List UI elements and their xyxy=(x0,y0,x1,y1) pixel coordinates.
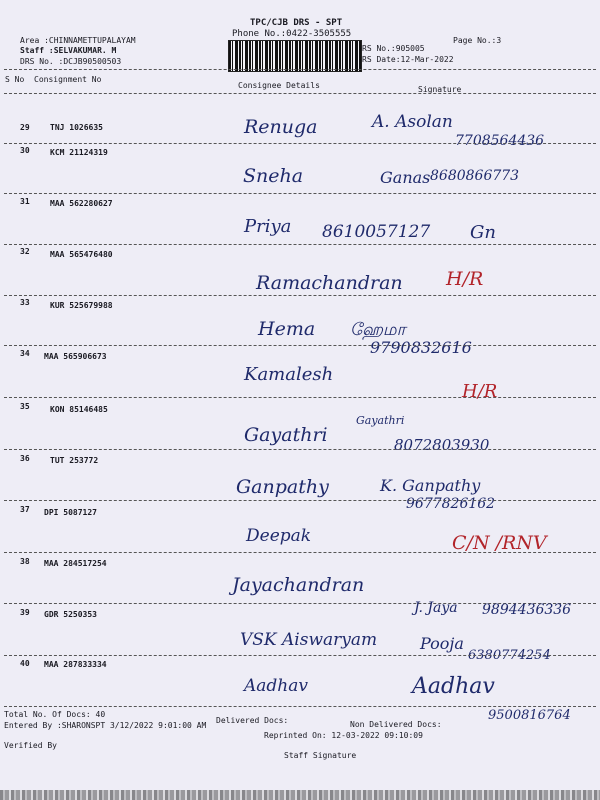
row-sno: 34 xyxy=(20,349,30,358)
phone-number: Phone No.:0422-3505555 xyxy=(232,29,352,39)
signature: A. Asolan xyxy=(372,112,453,132)
row-consignment: MAA 287833334 xyxy=(44,660,107,669)
row-sno: 38 xyxy=(20,557,30,566)
row-consignment: GDR 5250353 xyxy=(44,610,97,619)
row-divider xyxy=(4,143,596,144)
delivery-note: C/N /RNV xyxy=(452,532,547,554)
total-docs: Total No. Of Docs: 40 xyxy=(4,710,106,719)
row-consignment: KUR 525679988 xyxy=(50,301,113,310)
signature: Gayathri xyxy=(356,414,405,427)
signature-phone: 8610057127 xyxy=(322,222,431,242)
row-sno: 39 xyxy=(20,608,30,617)
signature: K. Ganpathy xyxy=(380,476,481,495)
header-divider xyxy=(4,69,596,70)
row-consignment: MAA 284517254 xyxy=(44,559,107,568)
page-number: Page No.:3 xyxy=(453,36,502,45)
entered-by: Entered By :SHARONSPT 3/12/2022 9:01:00 AM xyxy=(4,721,207,730)
row-consignment: KCM 21124319 xyxy=(50,148,108,157)
non-delivered-docs: Non Delivered Docs: xyxy=(350,720,442,729)
consignee-name: Ganpathy xyxy=(236,476,329,498)
column-sno: S No xyxy=(5,75,25,84)
row-divider xyxy=(4,655,596,656)
consignee-name: Hema xyxy=(258,318,316,340)
row-divider xyxy=(4,244,596,245)
row-sno: 36 xyxy=(20,454,30,463)
row-sno: 31 xyxy=(20,197,30,206)
column-divider xyxy=(4,93,596,94)
column-consignment: Consignment No xyxy=(34,75,102,84)
consignee-name: Priya xyxy=(244,216,292,237)
row-divider xyxy=(4,295,596,296)
row-divider xyxy=(4,706,596,707)
row-consignment: DPI 5087127 xyxy=(44,508,97,517)
scan-edge xyxy=(0,790,600,800)
consignee-name: Sneha xyxy=(243,165,304,187)
row-divider xyxy=(4,193,596,194)
consignee-name: VSK Aiswaryam xyxy=(240,630,378,650)
signature-phone: 9500816764 xyxy=(488,708,571,723)
consignee-name: Gayathri xyxy=(244,424,328,446)
barcode xyxy=(228,40,362,72)
consignee-name: Aadhav xyxy=(244,676,308,696)
signature: Gn xyxy=(470,222,496,243)
area-field: Area :CHINNAMETTUPALAYAM xyxy=(20,36,136,45)
row-sno: 37 xyxy=(20,505,30,514)
reprinted-on: Reprinted On: 12-03-2022 09:10:09 xyxy=(264,731,423,740)
row-divider xyxy=(4,449,596,450)
rs-number: RS No.:905005 xyxy=(362,44,425,53)
consignee-name: Renuga xyxy=(244,116,318,138)
row-consignment: MAA 565476480 xyxy=(50,250,113,259)
signature-phone: 8072803930 xyxy=(394,436,490,454)
consignee-name: Ramachandran xyxy=(256,272,403,294)
row-consignment: MAA 562280627 xyxy=(50,199,113,208)
row-divider xyxy=(4,500,596,501)
signature: Ganas xyxy=(380,168,431,187)
drs-number: DRS No. :DCJB90500503 xyxy=(20,57,122,66)
document-title: TPC/CJB DRS - SPT xyxy=(250,18,343,28)
delivery-note: H/R xyxy=(462,381,498,402)
verified-by: Verified By xyxy=(4,741,57,750)
signature-phone-2: 6380774254 xyxy=(468,648,551,663)
row-sno: 35 xyxy=(20,402,30,411)
signature: J. Jaya xyxy=(414,600,458,616)
row-divider xyxy=(4,397,596,398)
row-divider xyxy=(4,552,596,553)
rs-date: RS Date:12-Mar-2022 xyxy=(362,55,454,64)
delivered-docs: Delivered Docs: xyxy=(216,716,289,725)
row-sno: 29 xyxy=(20,123,30,132)
delivery-note: H/R xyxy=(446,268,484,290)
consignee-name: Jayachandran xyxy=(232,574,365,596)
staff-signature: Staff Signature xyxy=(284,751,357,760)
row-sno: 30 xyxy=(20,146,30,155)
row-divider xyxy=(4,345,596,346)
signature-phone: 9677826162 xyxy=(406,496,496,512)
row-consignment: KON 85146485 xyxy=(50,405,108,414)
column-consignee: Consignee Details xyxy=(238,81,320,90)
row-consignment: MAA 565906673 xyxy=(44,352,107,361)
consignee-name: Deepak xyxy=(246,526,312,546)
row-sno: 33 xyxy=(20,298,30,307)
signature-phone: 8680866773 xyxy=(430,168,520,184)
signature: Aadhav xyxy=(412,674,495,699)
consignee-name: Kamalesh xyxy=(244,364,334,385)
row-sno: 40 xyxy=(20,659,30,668)
row-consignment: TUT 253772 xyxy=(50,456,99,465)
signature-phone: 9894436336 xyxy=(482,602,572,618)
signature-2: Pooja xyxy=(420,634,464,653)
signature-phone: 7708564436 xyxy=(455,133,545,149)
column-signature: Signature xyxy=(418,85,462,94)
row-sno: 32 xyxy=(20,247,30,256)
signature: ஹேமா xyxy=(350,320,406,340)
signature-phone: 9790832616 xyxy=(370,338,472,357)
staff-field: Staff :SELVAKUMAR. M xyxy=(20,46,117,55)
row-consignment: TNJ 1026635 xyxy=(50,123,103,132)
